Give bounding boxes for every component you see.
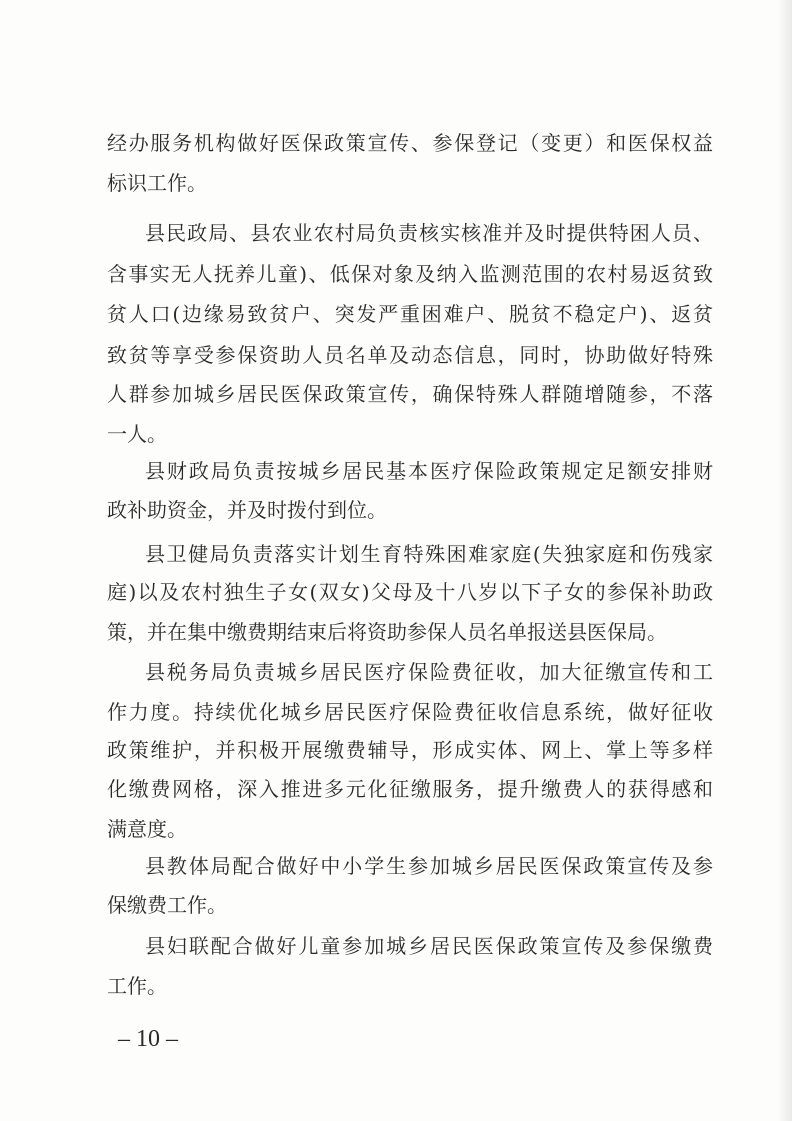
text-line: 含事实无人抚养儿童)、低保对象及纳入监测范围的农村易返贫致	[107, 262, 713, 286]
text-line: 政补助资金，并及时拨付到位。	[107, 498, 387, 522]
text-line: 政策维护，并积极开展缴费辅导，形成实体、网上、掌上等多样	[107, 738, 713, 762]
text-line: 县民政局、县农业农村局负责核实核准并及时提供特困人员、	[145, 221, 713, 245]
scan-edge-shadow	[778, 0, 792, 1121]
text-line: 化缴费网格，深入推进多元化征缴服务，提升缴费人的获得感和	[107, 777, 713, 801]
text-line: 县税务局负责城乡居民医疗保险费征收，加大征缴宣传和工	[145, 660, 713, 684]
text-line: 县妇联配合做好儿童参加城乡居民医保政策宣传及参保缴费	[145, 934, 713, 958]
text-line: 策，并在集中缴费期结束后将资助参保人员名单报送县医保局。	[107, 620, 667, 644]
text-line: 县财政局负责按城乡居民基本医疗保险政策规定足额安排财	[145, 459, 713, 483]
text-line: 一人。	[107, 422, 167, 446]
text-line: 作力度。持续优化城乡居民医疗保险费征收信息系统，做好征收	[107, 700, 713, 724]
text-line: 经办服务机构做好医保政策宣传、参保登记（变更）和医保权益	[107, 131, 713, 155]
text-line: 贫人口(边缘易致贫户、突发严重困难户、脱贫不稳定户)、返贫	[107, 302, 713, 326]
text-line: 标识工作。	[107, 171, 207, 195]
text-line: 县卫健局负责落实计划生育特殊困难家庭(失独家庭和伤残家	[145, 542, 713, 566]
page-number: – 10 –	[118, 1026, 178, 1052]
text-line: 致贫等享受参保资助人员名单及动态信息，同时，协助做好特殊	[107, 343, 713, 367]
text-line: 满意度。	[107, 817, 187, 841]
text-line: 庭)以及农村独生子女(双女)父母及十八岁以下子女的参保补助政	[107, 580, 713, 604]
text-line: 县教体局配合做好中小学生参加城乡居民医保政策宣传及参	[145, 854, 713, 878]
text-line: 保缴费工作。	[107, 893, 227, 917]
text-line: 工作。	[107, 974, 167, 998]
text-line: 人群参加城乡居民医保政策宣传，确保特殊人群随增随参，不落	[107, 382, 713, 406]
